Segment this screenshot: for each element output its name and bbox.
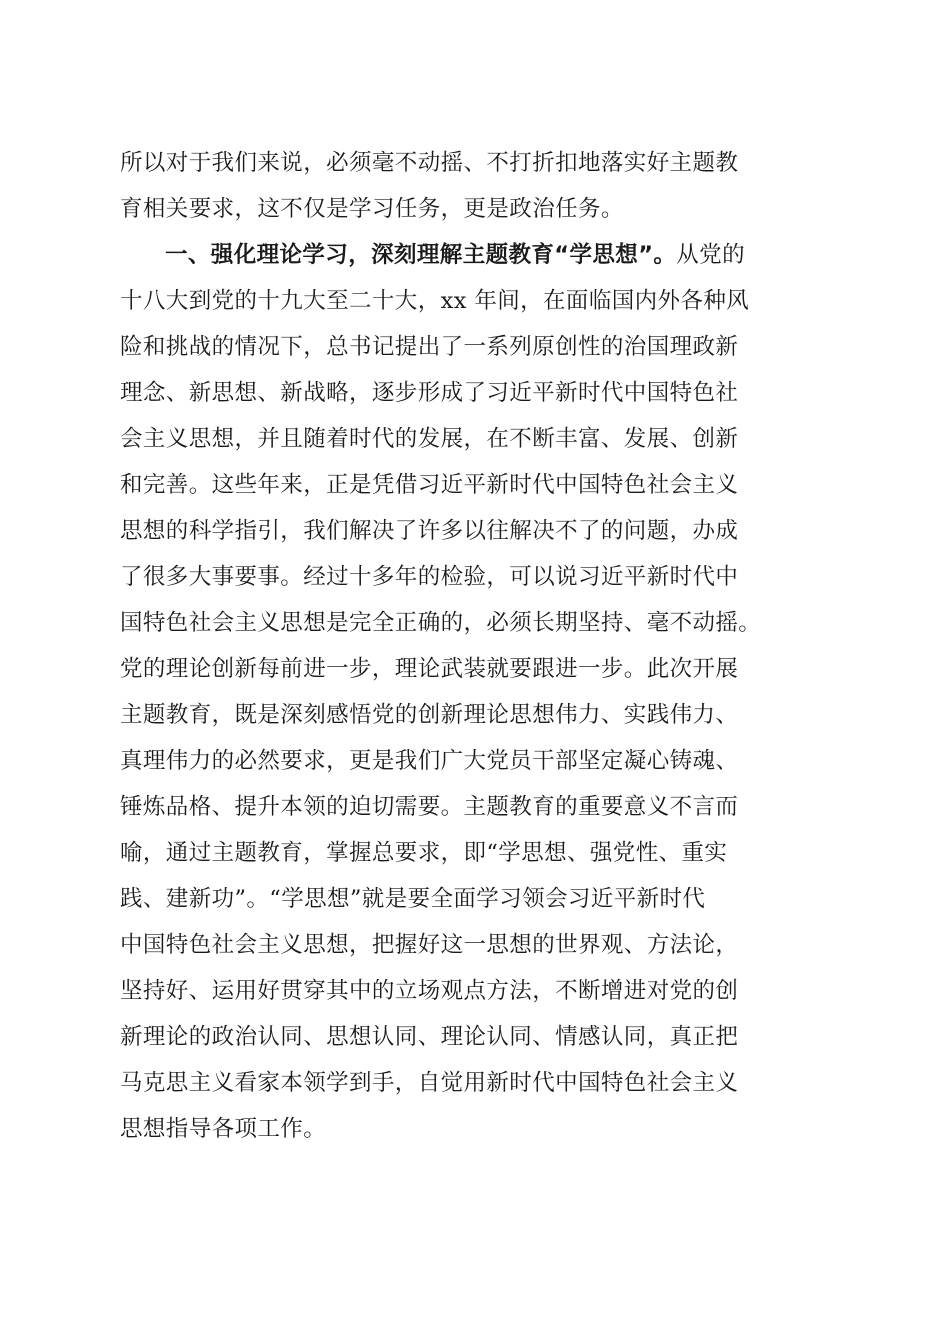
paragraph-line: 践、建新功”。“学思想”就是要全面学习领会习近平新时代 [120, 886, 706, 912]
paragraph-line: 险和挑战的情况下，总书记提出了一系列原创性的治国理政新 [120, 334, 739, 360]
paragraph-line: 锤炼品格、提升本领的迫切需要。主题教育的重要意义不言而 [120, 794, 739, 820]
paragraph-line: 理念、新思想、新战略，逐步形成了习近平新时代中国特色社 [120, 380, 739, 406]
paragraph-line: 了很多大事要事。经过十多年的检验，可以说习近平新时代中 [120, 564, 739, 590]
paragraph-line: 会主义思想，并且随着时代的发展，在不断丰富、发展、创新 [120, 426, 739, 452]
paragraph-line: 真理伟力的必然要求，更是我们广大党员干部坚定凝心铸魂、 [120, 748, 739, 774]
paragraph-line: 马克思主义看家本领学到手，自觉用新时代中国特色社会主义 [120, 1070, 739, 1096]
paragraph-line: 思想指导各项工作。 [120, 1116, 327, 1142]
paragraph-line: 主题教育，既是深刻感悟党的创新理论思想伟力、实践伟力、 [120, 702, 739, 728]
section-line [165, 240, 745, 270]
paragraph-line: 思想的科学指引，我们解决了许多以往解决不了的问题，办成 [120, 518, 739, 544]
paragraph-line: 和完善。这些年来，正是凭借习近平新时代中国特色社会主义 [120, 472, 739, 498]
section-heading: 一、强化理论学习，深刻理解主题教育“学思想”。 [165, 242, 677, 268]
paragraph-line: 坚持好、运用好贯穿其中的立场观点方法，不断增进对党的创 [120, 978, 739, 1004]
paragraph-line: 喻，通过主题教育，掌握总要求，即“学思想、强党性、重实 [120, 840, 728, 866]
paragraph-text: 从党的 [676, 242, 745, 268]
paragraph-line: 所以对于我们来说，必须毫不动摇、不打折扣地落实好主题教 [120, 150, 739, 176]
paragraph-line: 新理论的政治认同、思想认同、理论认同、情感认同，真正把 [120, 1024, 739, 1050]
paragraph-line: 十八大到党的十九大至二十大，xx 年间，在面临国内外各种风 [120, 288, 750, 314]
paragraph-line: 国特色社会主义思想是完全正确的，必须长期坚持、毫不动摇。 [120, 610, 762, 636]
paragraph-line: 育相关要求，这不仅是学习任务，更是政治任务。 [120, 196, 624, 222]
paragraph-line: 中国特色社会主义思想，把握好这一思想的世界观、方法论， [120, 932, 739, 958]
paragraph-line: 党的理论创新每前进一步，理论武装就要跟进一步。此次开展 [120, 656, 739, 682]
